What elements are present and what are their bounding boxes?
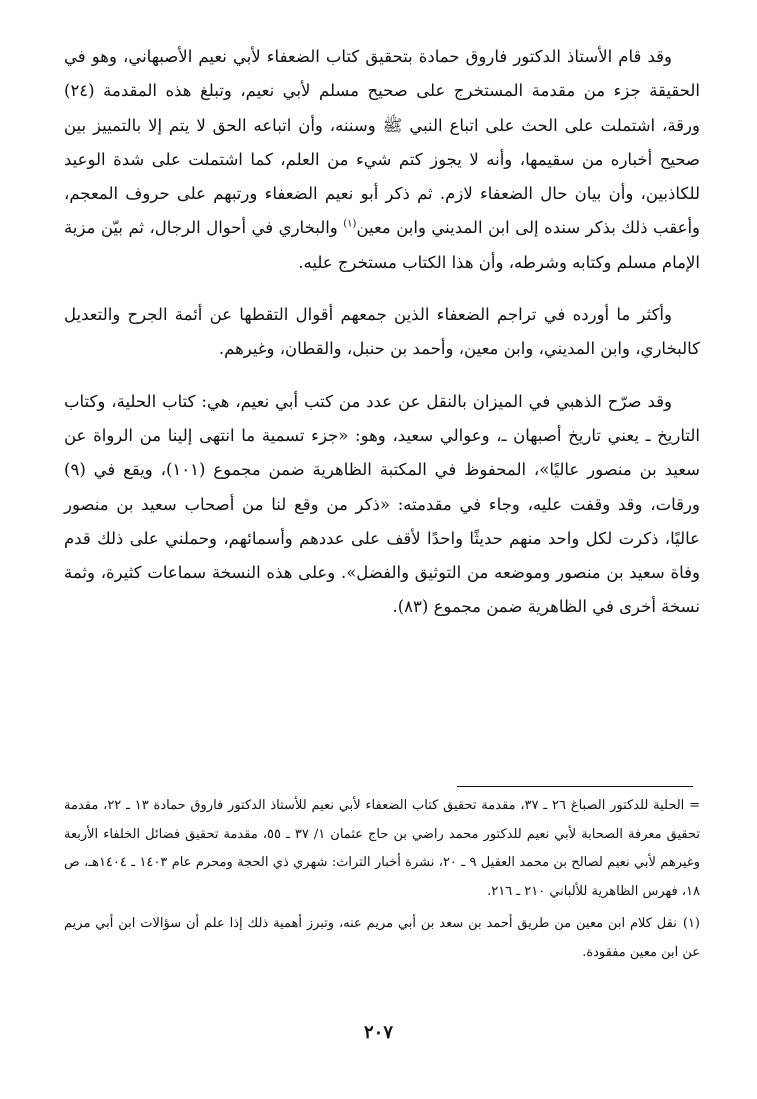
paragraph-1-text: وقد قام الأستاذ الدكتور فاروق حمادة بتحقيق كتاب الضعفاء لأبي نعيم الأصبهاني، وهو في الحقيقة جزء من مقدمة المستخرج على صحيح مسلم لأبي نعيم، وتبلغ هذه المقدمة (٢٤) ورقة، اشتملت على الحث على اتباع النبي ﷺ وسننه، وأن اتباعه الحق لا يتم إلا بالتمييز بين صحيح أخباره من سقيمها، وأنه لا يجوز كتم شيء من العلم، كما اشتملت على شدة الوعيد للكاذبين، وأن بيان حال الضعفاء لازم. ثم ذكر أبو نعيم الضعفاء ورتبهم على حروف المعجم، وأعقب ذلك بذكر سنده إلى ابن المديني وابن معين bbox=[64, 47, 700, 238]
paragraph-3 bbox=[64, 385, 700, 625]
paragraph-3-text: وقد صرّح الذهبي في الميزان بالنقل عن عدد من كتب أبي نعيم، هي: كتاب الحلية، وكتاب التاريخ ـ يعني تاريخ أصبهان ـ، وعوالي سعيد، وهو: «جزء تسمية ما انتهى إلينا من الرواة عن سعيد بن منصور عاليًا»، المحفوظ في المكتبة الظاهرية ضمن مجموع (١٠١)، ويقع في (٩) ورقات، وقد وقفت عليه، وجاء في مقدمته: «ذكر من وقع لنا من أصحاب سعيد بن منصور عاليًا، ذكرت لكل واحد منهم حديثًا واحدًا لأقف على عددهم وأسمائهم، وحملني على ذلك قدم وفاة سعيد بن منصور وموضعه من التوثيق والفضل». وعلى هذه النسخة سماعات كثيرة، وثمة نسخة أخرى في الظاهرية ضمن مجموع (٨٣). bbox=[64, 391, 700, 617]
footnote-1-text: نقل كلام ابن معين من طريق أحمد بن سعد بن أبي مريم عنه، وتبرز أهمية ذلك إذا علم أن سؤالات ابن أبي مريم عن ابن معين مفقودة. bbox=[64, 916, 700, 960]
footnote-separator bbox=[457, 786, 693, 787]
footnote-1-number: (١) bbox=[682, 916, 700, 931]
footnote-continued bbox=[64, 792, 700, 906]
footnote-continued-text: = الحلية للدكتور الصباغ ٢٦ ـ ٣٧، مقدمة تحقيق كتاب الضعفاء لأبي نعيم للأستاذ الدكتور فاروق حمادة ١٣ ـ ٢٢، مقدمة تحقيق معرفة الصحابة لأبي نعيم للدكتور محمد راضي بن حاج عثمان ١/ ٣٧ ـ ٥٥، مقدمة تحقيق فضائل الخلفاء الأربعة وغيرهم لأبي نعيم لصالح بن محمد العقيل ٩ ـ ٢٠، نشرة أخبار التراث: شهري ذي الحجة ومحرم عام ١٤٠٣ ـ ١٤٠٤هـ، ص ١٨، فهرس الظاهرية للألباني ٢١٠ ـ ٢١٦. bbox=[64, 798, 700, 899]
paragraph-1-continuation: والبخاري في أحوال الرجال، ثم بيّن مزية الإمام مسلم وكتابه وشرطه، وأن هذا الكتاب مستخرج عليه. bbox=[64, 218, 700, 272]
paragraph-2 bbox=[64, 298, 700, 367]
paragraph-2-text: وأكثر ما أورده في تراجم الضعفاء الذين جمعهم أقوال التقطها عن أئمة الجرح والتعديل كالبخاري، وابن المديني، وابن معين، وأحمد بن حنبل، والقطان، وغيرهم. bbox=[64, 305, 700, 359]
footnote-1 bbox=[64, 910, 700, 967]
main-text bbox=[64, 40, 700, 625]
footnotes bbox=[64, 792, 700, 967]
footnote-reference-1: (١) bbox=[343, 218, 357, 230]
page-number: ٢٠٧ bbox=[363, 1022, 393, 1043]
paragraph-1 bbox=[64, 40, 700, 280]
